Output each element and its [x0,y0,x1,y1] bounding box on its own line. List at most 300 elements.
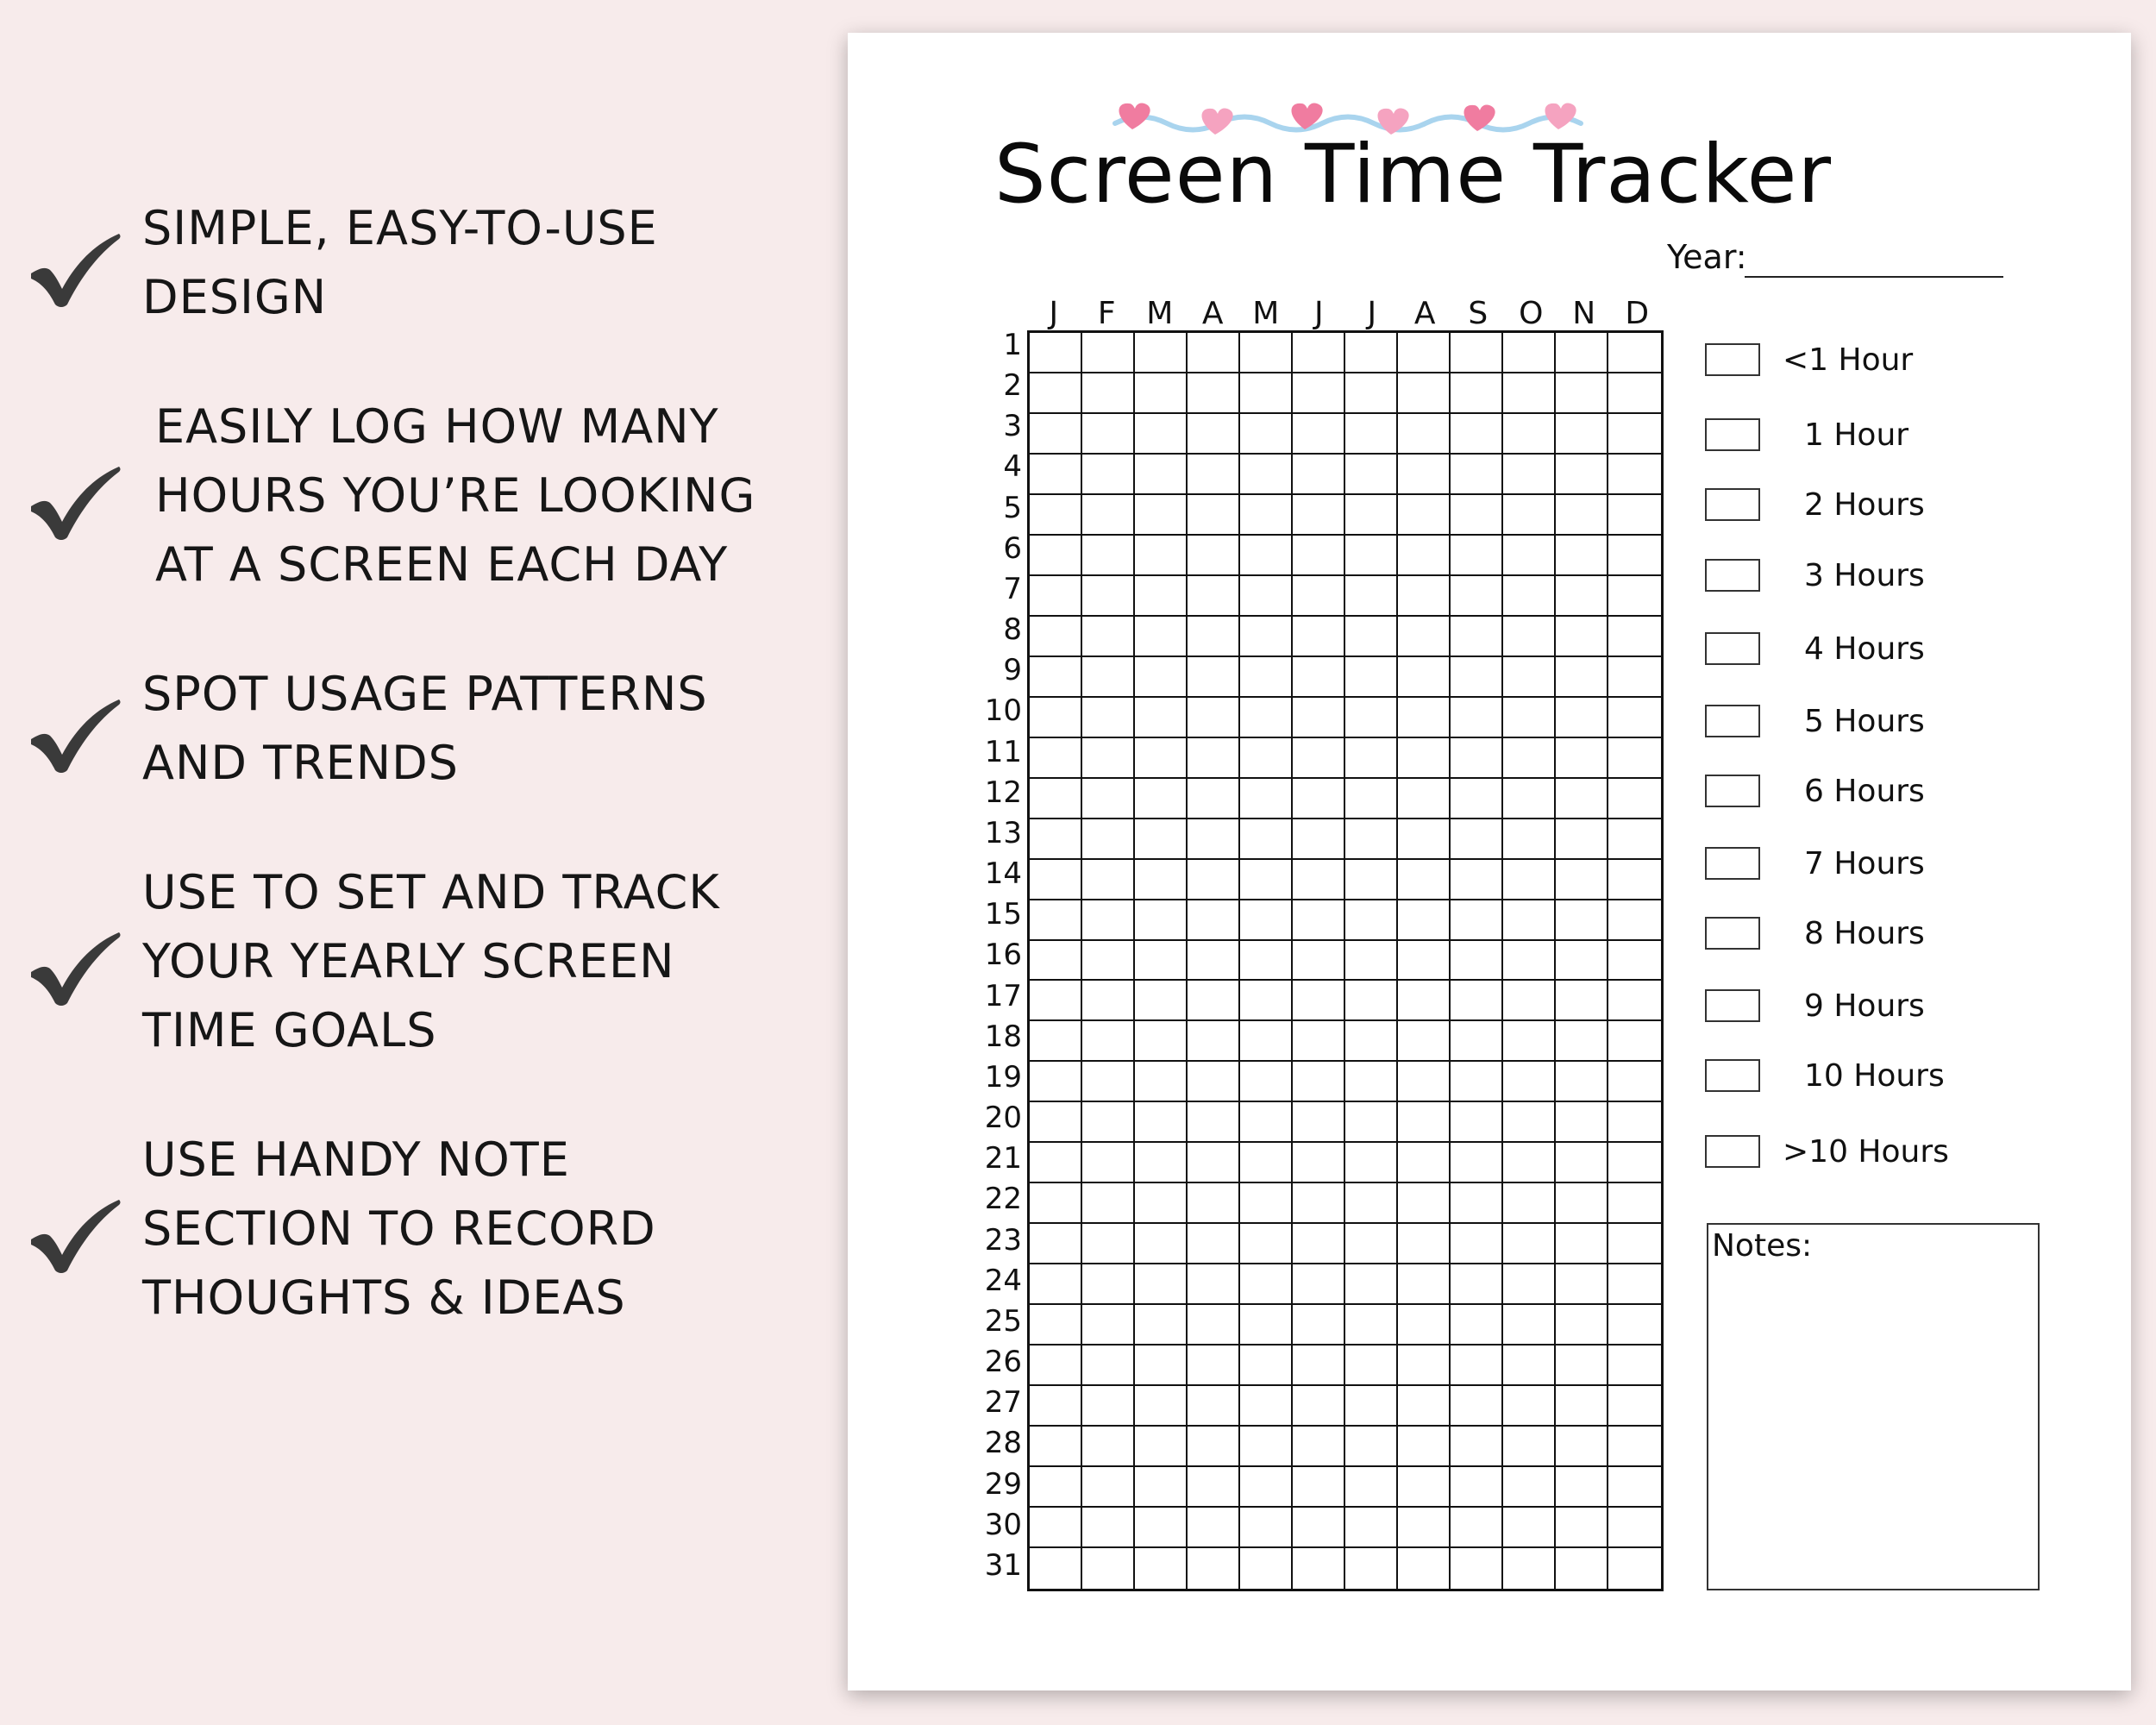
grid-cell[interactable] [1608,860,1661,900]
grid-cell[interactable] [1503,617,1556,657]
grid-cell[interactable] [1082,1305,1135,1346]
grid-cell[interactable] [1608,495,1661,536]
grid-cell[interactable] [1135,414,1188,455]
grid-cell[interactable] [1556,860,1608,900]
grid-cell[interactable] [1345,981,1398,1021]
grid-cell[interactable] [1608,1508,1661,1548]
grid-cell[interactable] [1556,1346,1608,1386]
grid-cell[interactable] [1293,617,1345,657]
grid-cell[interactable] [1398,900,1451,941]
grid-cell[interactable] [1398,738,1451,779]
grid-cell[interactable] [1608,1143,1661,1183]
grid-cell[interactable] [1188,698,1240,738]
legend-color-box[interactable] [1705,418,1760,451]
grid-cell[interactable] [1451,1062,1503,1102]
grid-cell[interactable] [1345,333,1398,373]
grid-cell[interactable] [1345,860,1398,900]
grid-cell[interactable] [1188,1467,1240,1508]
grid-cell[interactable] [1345,536,1398,576]
grid-cell[interactable] [1556,1386,1608,1427]
grid-cell[interactable] [1030,1386,1082,1427]
grid-cell[interactable] [1398,981,1451,1021]
grid-cell[interactable] [1556,1021,1608,1062]
grid-cell[interactable] [1503,1346,1556,1386]
grid-cell[interactable] [1082,900,1135,941]
grid-cell[interactable] [1556,1305,1608,1346]
grid-cell[interactable] [1556,981,1608,1021]
grid-cell[interactable] [1188,576,1240,617]
grid-cell[interactable] [1556,779,1608,819]
grid-cell[interactable] [1135,900,1188,941]
grid-cell[interactable] [1345,1508,1398,1548]
grid-cell[interactable] [1345,1548,1398,1589]
grid-cell[interactable] [1082,941,1135,982]
grid-cell[interactable] [1503,1062,1556,1102]
grid-cell[interactable] [1240,941,1293,982]
grid-cell[interactable] [1345,576,1398,617]
grid-cell[interactable] [1135,1102,1188,1143]
grid-cell[interactable] [1188,779,1240,819]
grid-cell[interactable] [1345,455,1398,495]
grid-cell[interactable] [1556,495,1608,536]
grid-cell[interactable] [1030,698,1082,738]
grid-cell[interactable] [1451,1548,1503,1589]
grid-cell[interactable] [1030,1508,1082,1548]
grid-cell[interactable] [1293,1224,1345,1264]
grid-cell[interactable] [1082,1062,1135,1102]
grid-cell[interactable] [1451,1427,1503,1467]
grid-cell[interactable] [1451,373,1503,414]
grid-cell[interactable] [1030,1264,1082,1305]
grid-cell[interactable] [1293,981,1345,1021]
grid-cell[interactable] [1608,373,1661,414]
grid-cell[interactable] [1240,414,1293,455]
grid-cell[interactable] [1345,738,1398,779]
grid-cell[interactable] [1345,1386,1398,1427]
grid-cell[interactable] [1188,1427,1240,1467]
grid-cell[interactable] [1293,1467,1345,1508]
grid-cell[interactable] [1082,1183,1135,1224]
grid-cell[interactable] [1451,1467,1503,1508]
grid-cell[interactable] [1608,1062,1661,1102]
grid-cell[interactable] [1293,1508,1345,1548]
grid-cell[interactable] [1030,455,1082,495]
grid-cell[interactable] [1030,1548,1082,1589]
grid-cell[interactable] [1188,333,1240,373]
grid-cell[interactable] [1135,981,1188,1021]
grid-cell[interactable] [1608,333,1661,373]
grid-cell[interactable] [1188,536,1240,576]
grid-cell[interactable] [1293,1102,1345,1143]
grid-cell[interactable] [1135,1508,1188,1548]
grid-cell[interactable] [1030,941,1082,982]
grid-cell[interactable] [1451,1264,1503,1305]
grid-cell[interactable] [1293,1062,1345,1102]
grid-cell[interactable] [1398,576,1451,617]
grid-cell[interactable] [1082,576,1135,617]
grid-cell[interactable] [1608,657,1661,698]
grid-cell[interactable] [1398,1508,1451,1548]
grid-cell[interactable] [1345,1346,1398,1386]
grid-cell[interactable] [1030,1021,1082,1062]
grid-cell[interactable] [1608,900,1661,941]
grid-cell[interactable] [1556,1102,1608,1143]
grid-cell[interactable] [1503,657,1556,698]
grid-cell[interactable] [1503,1183,1556,1224]
grid-cell[interactable] [1030,1224,1082,1264]
grid-cell[interactable] [1082,1021,1135,1062]
grid-cell[interactable] [1135,819,1188,860]
grid-cell[interactable] [1451,1183,1503,1224]
grid-cell[interactable] [1082,1467,1135,1508]
grid-cell[interactable] [1082,536,1135,576]
grid-cell[interactable] [1240,779,1293,819]
grid-cell[interactable] [1503,1427,1556,1467]
grid-cell[interactable] [1451,981,1503,1021]
grid-cell[interactable] [1030,1467,1082,1508]
grid-cell[interactable] [1608,1467,1661,1508]
grid-cell[interactable] [1293,1183,1345,1224]
grid-cell[interactable] [1082,414,1135,455]
grid-cell[interactable] [1293,1386,1345,1427]
grid-cell[interactable] [1135,779,1188,819]
grid-cell[interactable] [1293,333,1345,373]
grid-cell[interactable] [1030,1427,1082,1467]
legend-color-box[interactable] [1705,1059,1760,1092]
legend-color-box[interactable] [1705,559,1760,592]
legend-color-box[interactable] [1705,632,1760,665]
grid-cell[interactable] [1188,617,1240,657]
grid-cell[interactable] [1451,1021,1503,1062]
grid-cell[interactable] [1451,698,1503,738]
grid-cell[interactable] [1293,738,1345,779]
grid-cell[interactable] [1293,941,1345,982]
grid-cell[interactable] [1240,860,1293,900]
legend-color-box[interactable] [1705,488,1760,521]
grid-cell[interactable] [1188,1346,1240,1386]
grid-cell[interactable] [1345,1305,1398,1346]
grid-cell[interactable] [1398,1143,1451,1183]
grid-cell[interactable] [1240,900,1293,941]
grid-cell[interactable] [1345,1143,1398,1183]
grid-cell[interactable] [1451,1305,1503,1346]
grid-cell[interactable] [1451,1386,1503,1427]
grid-cell[interactable] [1556,657,1608,698]
grid-cell[interactable] [1556,455,1608,495]
grid-cell[interactable] [1608,1224,1661,1264]
grid-cell[interactable] [1608,1021,1661,1062]
grid-cell[interactable] [1082,738,1135,779]
grid-cell[interactable] [1082,1102,1135,1143]
grid-cell[interactable] [1293,657,1345,698]
grid-cell[interactable] [1556,617,1608,657]
grid-cell[interactable] [1608,1305,1661,1346]
grid-cell[interactable] [1398,495,1451,536]
grid-cell[interactable] [1188,373,1240,414]
grid-cell[interactable] [1082,1508,1135,1548]
grid-cell[interactable] [1451,576,1503,617]
grid-cell[interactable] [1503,1467,1556,1508]
grid-cell[interactable] [1345,657,1398,698]
grid-cell[interactable] [1188,819,1240,860]
grid-cell[interactable] [1240,698,1293,738]
grid-cell[interactable] [1608,698,1661,738]
grid-cell[interactable] [1503,414,1556,455]
grid-cell[interactable] [1503,1264,1556,1305]
legend-color-box[interactable] [1705,1135,1760,1168]
grid-cell[interactable] [1030,1062,1082,1102]
grid-cell[interactable] [1398,657,1451,698]
grid-cell[interactable] [1293,1548,1345,1589]
grid-cell[interactable] [1030,576,1082,617]
grid-cell[interactable] [1240,536,1293,576]
grid-cell[interactable] [1135,536,1188,576]
grid-cell[interactable] [1608,941,1661,982]
grid-cell[interactable] [1188,1021,1240,1062]
grid-cell[interactable] [1503,941,1556,982]
grid-cell[interactable] [1240,1264,1293,1305]
grid-cell[interactable] [1293,1264,1345,1305]
grid-cell[interactable] [1293,819,1345,860]
grid-cell[interactable] [1135,495,1188,536]
grid-cell[interactable] [1345,900,1398,941]
grid-cell[interactable] [1556,1264,1608,1305]
grid-cell[interactable] [1082,333,1135,373]
grid-cell[interactable] [1556,333,1608,373]
grid-cell[interactable] [1135,1224,1188,1264]
grid-cell[interactable] [1503,698,1556,738]
grid-cell[interactable] [1188,1508,1240,1548]
grid-cell[interactable] [1608,1346,1661,1386]
grid-cell[interactable] [1240,617,1293,657]
grid-cell[interactable] [1293,495,1345,536]
grid-cell[interactable] [1030,1346,1082,1386]
grid-cell[interactable] [1345,1021,1398,1062]
grid-cell[interactable] [1240,1102,1293,1143]
grid-cell[interactable] [1345,779,1398,819]
grid-cell[interactable] [1082,981,1135,1021]
grid-cell[interactable] [1608,1386,1661,1427]
grid-cell[interactable] [1345,1264,1398,1305]
grid-cell[interactable] [1398,1183,1451,1224]
grid-cell[interactable] [1082,1224,1135,1264]
grid-cell[interactable] [1398,1102,1451,1143]
grid-cell[interactable] [1345,617,1398,657]
grid-cell[interactable] [1082,495,1135,536]
grid-cell[interactable] [1135,617,1188,657]
grid-cell[interactable] [1030,819,1082,860]
grid-cell[interactable] [1082,1386,1135,1427]
grid-cell[interactable] [1608,536,1661,576]
grid-cell[interactable] [1503,333,1556,373]
grid-cell[interactable] [1293,900,1345,941]
grid-cell[interactable] [1345,1467,1398,1508]
grid-cell[interactable] [1345,819,1398,860]
grid-cell[interactable] [1293,779,1345,819]
grid-cell[interactable] [1503,495,1556,536]
grid-cell[interactable] [1398,373,1451,414]
grid-cell[interactable] [1293,1427,1345,1467]
grid-cell[interactable] [1135,860,1188,900]
grid-cell[interactable] [1608,1427,1661,1467]
grid-cell[interactable] [1608,1183,1661,1224]
grid-cell[interactable] [1451,900,1503,941]
grid-cell[interactable] [1188,1305,1240,1346]
grid-cell[interactable] [1451,495,1503,536]
grid-cell[interactable] [1030,1143,1082,1183]
grid-cell[interactable] [1030,1183,1082,1224]
grid-cell[interactable] [1398,1548,1451,1589]
legend-color-box[interactable] [1705,775,1760,807]
grid-cell[interactable] [1240,1062,1293,1102]
grid-cell[interactable] [1503,860,1556,900]
grid-cell[interactable] [1556,698,1608,738]
grid-cell[interactable] [1451,1102,1503,1143]
grid-cell[interactable] [1398,1467,1451,1508]
grid-cell[interactable] [1030,617,1082,657]
grid-cell[interactable] [1135,1264,1188,1305]
grid-cell[interactable] [1398,860,1451,900]
grid-cell[interactable] [1556,941,1608,982]
grid-cell[interactable] [1082,1346,1135,1386]
grid-cell[interactable] [1503,1102,1556,1143]
grid-cell[interactable] [1556,819,1608,860]
grid-cell[interactable] [1503,819,1556,860]
grid-cell[interactable] [1240,1346,1293,1386]
grid-cell[interactable] [1240,1508,1293,1548]
grid-cell[interactable] [1030,657,1082,698]
grid-cell[interactable] [1398,779,1451,819]
grid-cell[interactable] [1556,1427,1608,1467]
grid-cell[interactable] [1451,860,1503,900]
grid-cell[interactable] [1503,1548,1556,1589]
grid-cell[interactable] [1293,1143,1345,1183]
grid-cell[interactable] [1082,698,1135,738]
grid-cell[interactable] [1188,455,1240,495]
grid-cell[interactable] [1135,373,1188,414]
grid-cell[interactable] [1082,455,1135,495]
grid-cell[interactable] [1556,1224,1608,1264]
grid-cell[interactable] [1240,1143,1293,1183]
grid-cell[interactable] [1398,819,1451,860]
legend-color-box[interactable] [1705,847,1760,880]
grid-cell[interactable] [1503,900,1556,941]
grid-cell[interactable] [1135,1305,1188,1346]
grid-cell[interactable] [1398,617,1451,657]
grid-cell[interactable] [1188,1102,1240,1143]
grid-cell[interactable] [1082,373,1135,414]
grid-cell[interactable] [1188,495,1240,536]
grid-cell[interactable] [1030,1305,1082,1346]
grid-cell[interactable] [1451,617,1503,657]
grid-cell[interactable] [1398,1386,1451,1427]
grid-cell[interactable] [1398,333,1451,373]
grid-cell[interactable] [1556,738,1608,779]
grid-cell[interactable] [1451,819,1503,860]
grid-cell[interactable] [1451,941,1503,982]
grid-cell[interactable] [1135,1467,1188,1508]
grid-cell[interactable] [1503,779,1556,819]
grid-cell[interactable] [1608,779,1661,819]
grid-cell[interactable] [1030,495,1082,536]
grid-cell[interactable] [1030,536,1082,576]
grid-cell[interactable] [1188,1062,1240,1102]
grid-cell[interactable] [1345,373,1398,414]
grid-cell[interactable] [1240,738,1293,779]
grid-cell[interactable] [1608,819,1661,860]
grid-cell[interactable] [1608,576,1661,617]
grid-cell[interactable] [1451,1224,1503,1264]
grid-cell[interactable] [1556,1508,1608,1548]
grid-cell[interactable] [1240,819,1293,860]
grid-cell[interactable] [1135,1548,1188,1589]
grid-cell[interactable] [1451,536,1503,576]
legend-color-box[interactable] [1705,917,1760,950]
grid-cell[interactable] [1082,1427,1135,1467]
grid-cell[interactable] [1293,455,1345,495]
grid-cell[interactable] [1030,333,1082,373]
grid-cell[interactable] [1240,1386,1293,1427]
grid-cell[interactable] [1345,1062,1398,1102]
grid-cell[interactable] [1556,536,1608,576]
grid-cell[interactable] [1240,1427,1293,1467]
grid-cell[interactable] [1293,1021,1345,1062]
grid-cell[interactable] [1398,414,1451,455]
grid-cell[interactable] [1293,698,1345,738]
grid-cell[interactable] [1135,455,1188,495]
grid-cell[interactable] [1082,819,1135,860]
grid-cell[interactable] [1188,981,1240,1021]
grid-cell[interactable] [1082,860,1135,900]
grid-cell[interactable] [1608,1548,1661,1589]
grid-cell[interactable] [1345,1102,1398,1143]
grid-cell[interactable] [1398,698,1451,738]
grid-cell[interactable] [1398,1021,1451,1062]
grid-cell[interactable] [1240,576,1293,617]
grid-cell[interactable] [1398,1264,1451,1305]
grid-cell[interactable] [1135,333,1188,373]
grid-cell[interactable] [1293,860,1345,900]
grid-cell[interactable] [1030,738,1082,779]
grid-cell[interactable] [1188,941,1240,982]
grid-cell[interactable] [1188,738,1240,779]
grid-cell[interactable] [1293,414,1345,455]
grid-cell[interactable] [1135,1143,1188,1183]
grid-cell[interactable] [1451,1143,1503,1183]
grid-cell[interactable] [1556,1183,1608,1224]
grid-cell[interactable] [1240,373,1293,414]
grid-cell[interactable] [1188,1143,1240,1183]
grid-cell[interactable] [1188,860,1240,900]
grid-cell[interactable] [1451,1508,1503,1548]
grid-cell[interactable] [1188,414,1240,455]
grid-cell[interactable] [1345,1224,1398,1264]
grid-cell[interactable] [1030,900,1082,941]
grid-cell[interactable] [1188,657,1240,698]
grid-cell[interactable] [1030,860,1082,900]
grid-cell[interactable] [1240,1467,1293,1508]
notes-box[interactable] [1707,1223,2040,1590]
grid-cell[interactable] [1608,455,1661,495]
grid-cell[interactable] [1082,617,1135,657]
grid-cell[interactable] [1556,414,1608,455]
grid-cell[interactable] [1451,414,1503,455]
grid-cell[interactable] [1608,1102,1661,1143]
grid-cell[interactable] [1240,981,1293,1021]
grid-cell[interactable] [1556,1467,1608,1508]
grid-cell[interactable] [1556,900,1608,941]
grid-cell[interactable] [1030,1102,1082,1143]
